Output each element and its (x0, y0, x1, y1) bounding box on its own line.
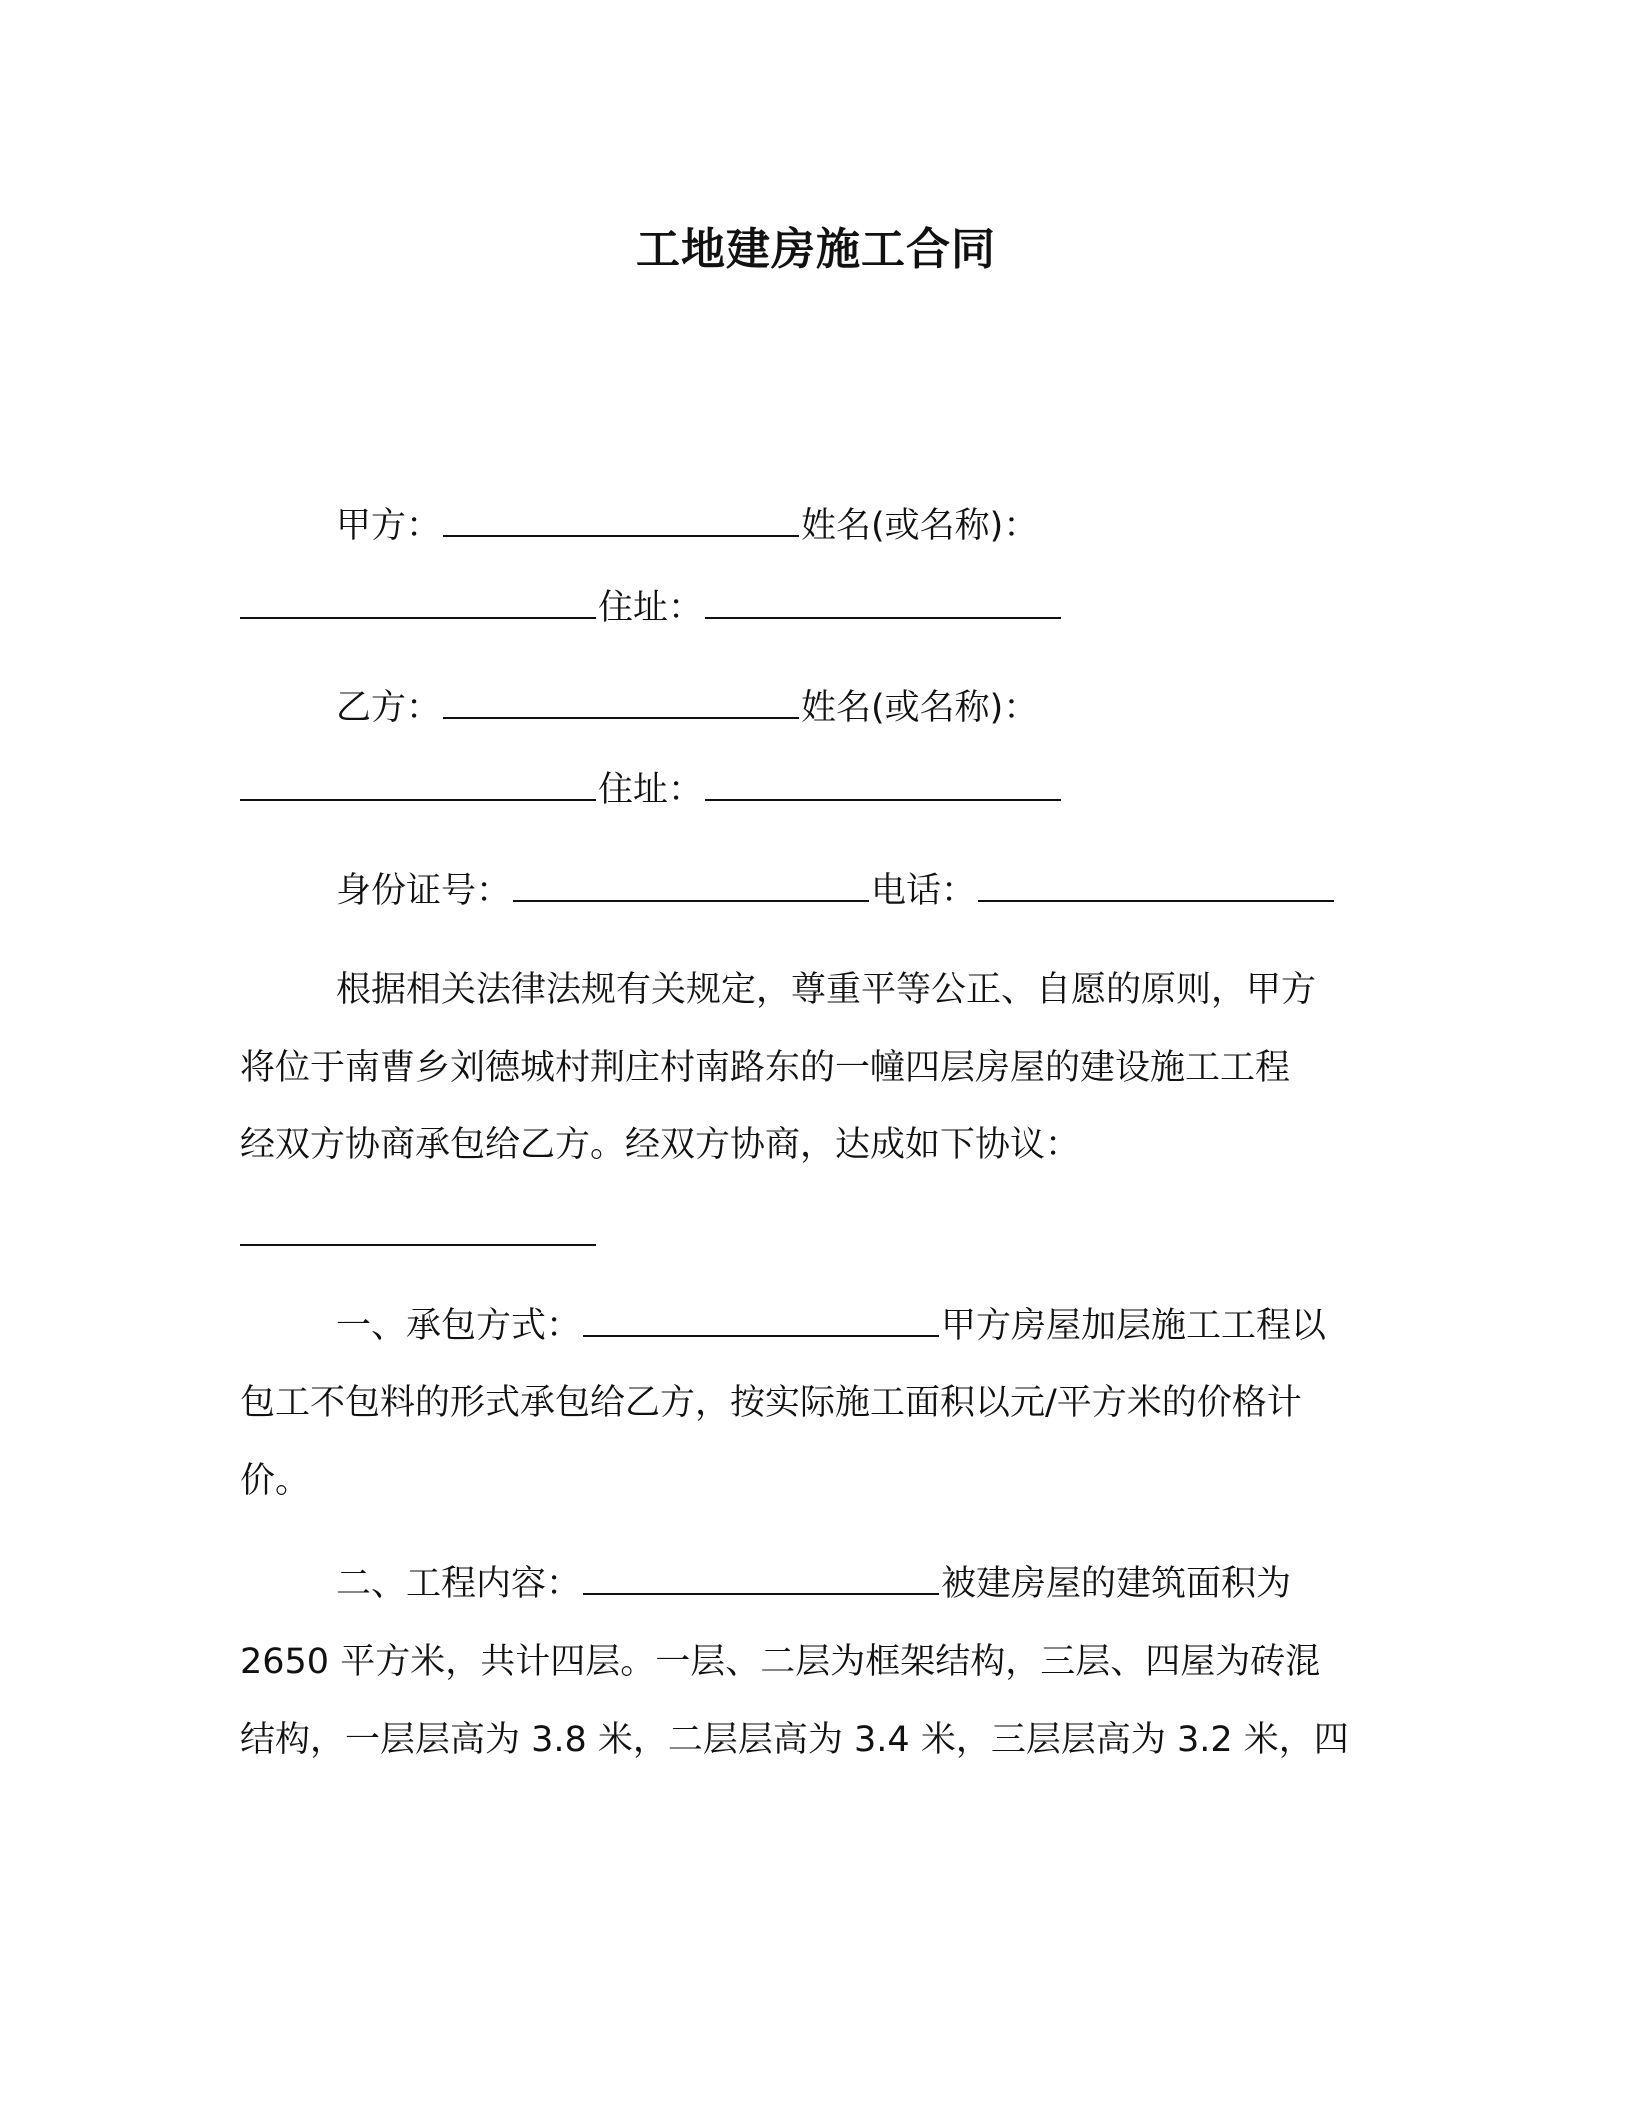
section-1-heading: 一、承包方式： (336, 1306, 582, 1346)
phone-label: 电话： (871, 871, 977, 911)
id-label: 身份证号： (336, 871, 512, 911)
preamble-line-3: 经双方协商承包给乙方。经双方协商，达成如下协议： (240, 1125, 1081, 1165)
section-1-line-3: 价。 (240, 1461, 311, 1501)
id-blank (513, 870, 869, 902)
phone-blank (978, 870, 1334, 902)
preamble-line-2: 将位于南曹乡刘德城村荆庄村南路东的一幢四层房屋的建设施工工程 (240, 1048, 1291, 1088)
party-b-blank (443, 687, 799, 719)
party-b-name-label: 姓名(或名称)： (801, 688, 1039, 728)
section-2-blank (583, 1563, 939, 1595)
party-a-address-label: 住址： (598, 588, 704, 628)
party-a-address-line (240, 583, 1400, 633)
party-a-blank (443, 505, 799, 537)
party-a-label: 甲方： (336, 506, 442, 546)
section-2-line-1: 二、工程内容： 被建房屋的建筑面积为 (336, 1564, 1292, 1604)
preamble-blank (240, 1214, 596, 1246)
section-1-blank (583, 1305, 939, 1337)
preamble-blank-line (240, 1210, 1400, 1260)
party-b-address-blank (705, 769, 1061, 801)
preamble-line-1: 根据相关法律法规有关规定，尊重平等公正、自愿的原则，甲方 (336, 970, 1317, 1010)
party-b-line (240, 683, 1400, 733)
id-phone-line (240, 866, 1400, 916)
section-1-line-1: 一、承包方式： 甲方房屋加层施工工程以 (336, 1306, 1327, 1346)
party-a-name-blank (240, 587, 596, 619)
section-1-line-2: 包工不包料的形式承包给乙方，按实际施工面积以元/平方米的价格计 (240, 1383, 1302, 1423)
party-b-address-line (240, 765, 1400, 815)
document-title: 工地建房施工合同 (636, 224, 996, 275)
section-2-heading: 二、工程内容： (336, 1564, 582, 1604)
party-b-label: 乙方： (336, 688, 442, 728)
section-2-line-2: 2650 平方米，共计四层。一层、二层为框架结构，三层、四屋为砖混 (240, 1642, 1321, 1682)
section-2-line-3: 结构，一层层高为 3.8 米，二层层高为 3.4 米，三层层高为 3.2 米，四 (240, 1720, 1349, 1760)
party-a-name-label: 姓名(或名称)： (801, 506, 1039, 546)
party-b-name-blank (240, 769, 596, 801)
party-a-line (240, 501, 1400, 551)
party-a-address-blank (705, 587, 1061, 619)
party-b-address-label: 住址： (598, 770, 704, 810)
